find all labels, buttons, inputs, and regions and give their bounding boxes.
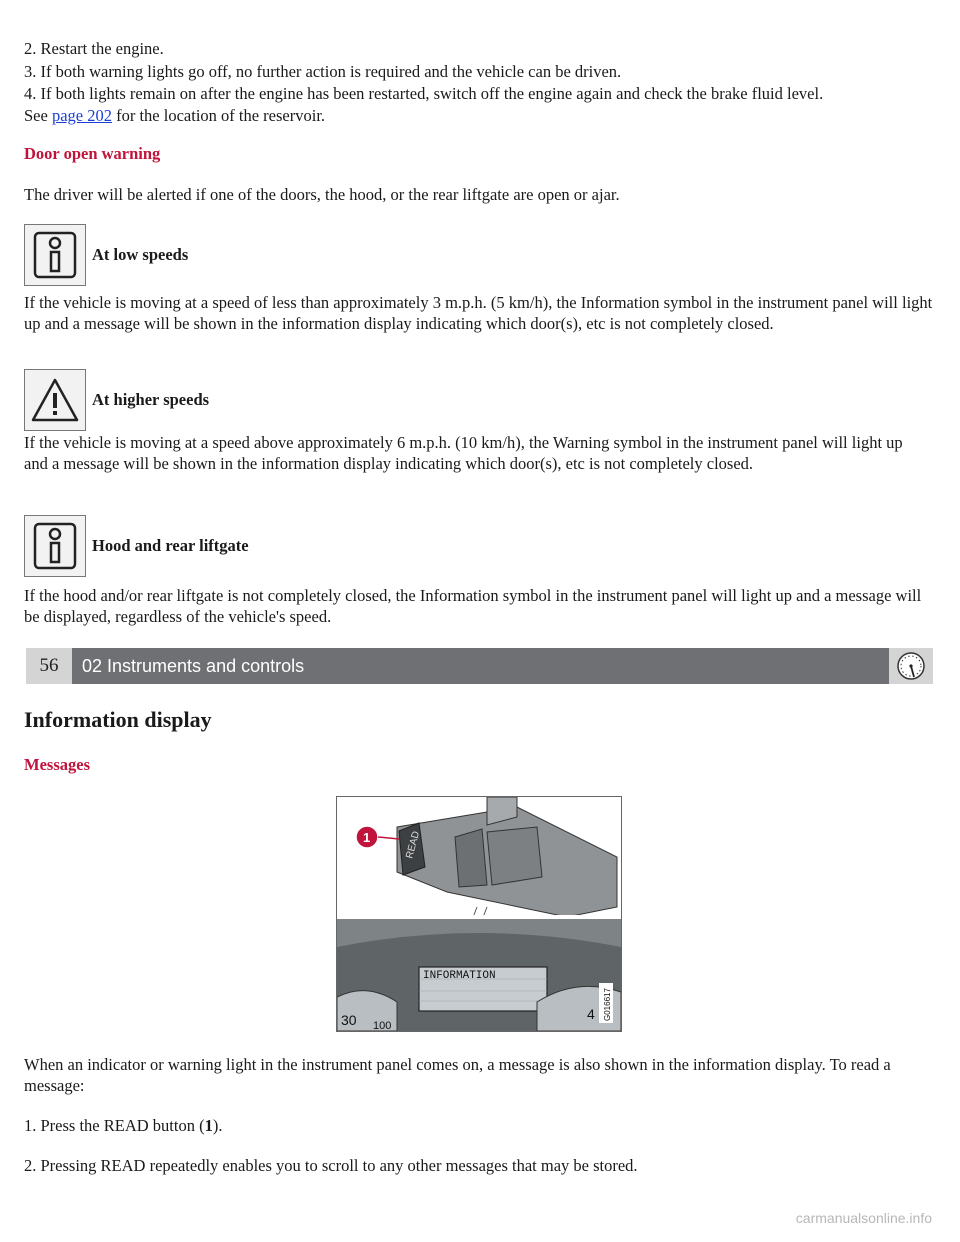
messages-subheading: Messages	[24, 755, 90, 774]
hood-text: If the hood and/or rear liftgate is not completely closed, the Information symbol in the instrument panel will light up and a message will be displayed, regardless of the vehicle's speed.	[24, 586, 922, 626]
step-3: 3. If both warning lights go off, no further action is required and the vehicle can be driven.	[24, 62, 622, 81]
read-button-figure	[336, 796, 622, 1032]
low-speed-title: At low speeds	[92, 245, 189, 264]
gauge-left-number-2: 100	[373, 1020, 392, 1031]
page-number: 56	[26, 648, 72, 684]
step1-post: ).	[212, 1116, 223, 1135]
step-4: 4. If both lights remain on after the engine has been restarted, switch off the engine again and check the brake fluid level.	[24, 84, 824, 103]
section-header-bar	[26, 648, 933, 684]
see-text: See	[24, 106, 52, 125]
door-open-warning-heading: Door open warning	[24, 144, 161, 163]
gauge-right-number: 4	[587, 1006, 595, 1022]
hood-row	[24, 515, 249, 577]
step-2: 2. Restart the engine.	[24, 39, 164, 58]
information-icon	[24, 224, 86, 286]
reservoir-text: for the location of the reservoir.	[111, 106, 326, 125]
low-speed-row	[24, 224, 188, 286]
page-202-link[interactable]: page 202	[51, 106, 112, 125]
door-warning-intro: The driver will be alerted if one of the doors, the hood, or the rear liftgate are open or ajar.	[24, 185, 620, 204]
hood-title: Hood and rear liftgate	[92, 536, 249, 555]
step1-callout: 1	[204, 1116, 213, 1135]
step-read-1	[24, 1115, 222, 1136]
information-display-heading: Information display	[24, 707, 212, 732]
section-title: 02 Instruments and controls	[82, 655, 305, 676]
step1-pre: 1. Press the READ button (	[24, 1116, 205, 1135]
callout-1: 1	[363, 830, 371, 845]
watermark: carmanualsonline.info	[795, 1210, 932, 1226]
gauge-icon	[889, 648, 933, 684]
information-icon	[24, 515, 86, 577]
high-speed-text: If the vehicle is moving at a speed above approximately 6 m.p.h. (10 km/h), the Warning symbol in the instrument panel will light up and a message will be shown in the information display indicating which door(s), etc is not completely closed.	[24, 433, 903, 473]
warning-triangle-icon	[24, 369, 86, 431]
low-speed-text: If the vehicle is moving at a speed of less than approximately 3 m.p.h. (5 km/h), the Information symbol in the instrument panel will light up and a message will be shown in the information display indicating which door(s), etc is not completely closed.	[24, 293, 933, 333]
read-button-label: READ	[404, 830, 423, 860]
high-speed-title: At higher speeds	[92, 390, 210, 409]
display-text: INFORMATION	[423, 970, 496, 982]
high-speed-row	[24, 369, 209, 431]
figure-code: G016617	[603, 988, 612, 1021]
info-display-intro: When an indicator or warning light in the instrument panel comes on, a message is also shown in the information display. To read a message:	[24, 1055, 891, 1095]
step-4-see	[24, 105, 325, 126]
gauge-left-number: 30	[341, 1012, 357, 1028]
step-read-2: 2. Pressing READ repeatedly enables you to scroll to any other messages that may be stored.	[24, 1156, 638, 1175]
